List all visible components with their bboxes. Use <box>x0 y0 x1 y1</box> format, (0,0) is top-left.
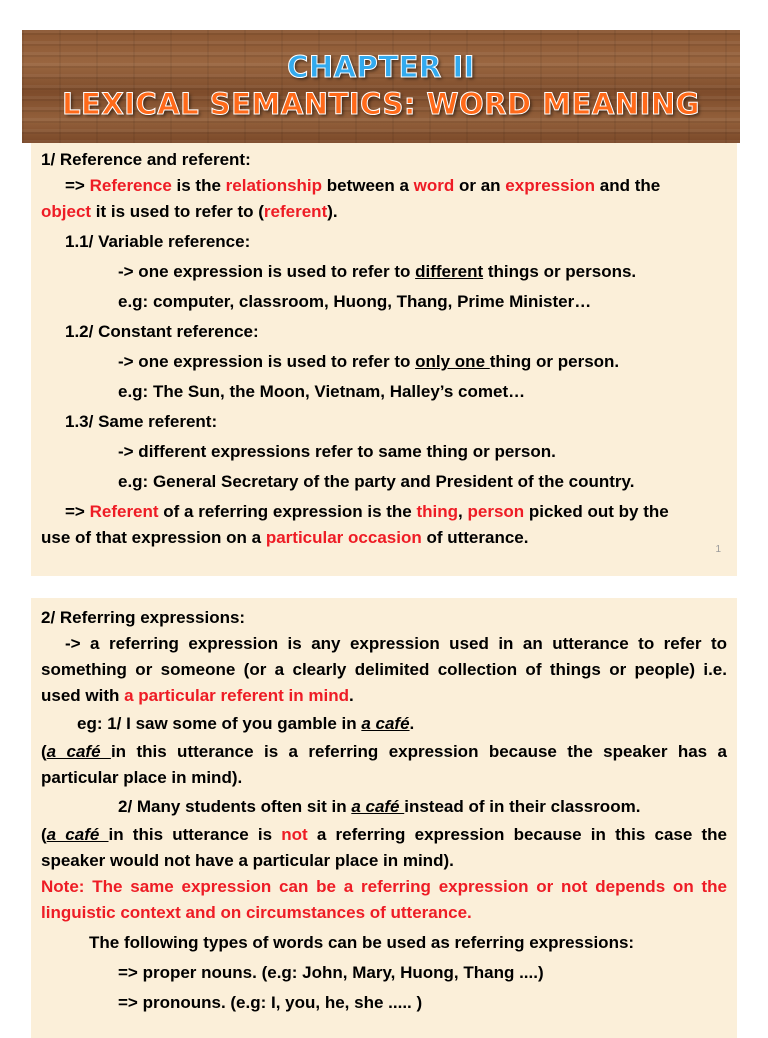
title-banner <box>22 30 740 143</box>
definition-referent-cont: use of that expression on a particular occasion of utterance. <box>41 528 529 547</box>
example-2-explanation: (a café in this utterance is not a referring expression because in this case the speaker would not have a particular place in mind). <box>41 825 727 870</box>
definition-referent: => Referent of a referring expression is the thing, person picked out by the <box>65 502 669 521</box>
chapter-title: CHAPTER II <box>287 50 475 84</box>
subsection-line: -> one expression is used to refer to different things or persons. <box>118 262 637 281</box>
definition-reference: => Reference is the relationship between a word or an expression and the <box>65 176 661 195</box>
subsection-line: -> different expressions refer to same thing or person. <box>118 442 556 461</box>
example-line: e.g: computer, classroom, Huong, Thang, Prime Minister… <box>118 292 592 311</box>
slide-2-body <box>41 605 727 1016</box>
page-number: 1 <box>715 544 721 555</box>
example-1-explanation: (a café in this utterance is a referring expression because the speaker has a particular place in mind). <box>41 742 727 787</box>
subsection-line: -> one expression is used to refer to only one thing or person. <box>118 352 620 371</box>
subsection-heading: 1.2/ Constant reference: <box>65 322 259 341</box>
slide-1-body <box>41 147 727 551</box>
section-heading: 1/ Reference and referent: <box>41 150 251 169</box>
subsection-heading: 1.3/ Same referent: <box>65 412 218 431</box>
type-item: => proper nouns. (e.g: John, Mary, Huong, Thang ....) <box>118 963 544 982</box>
example-1: eg: 1/ I saw some of you gamble in a café. <box>77 714 415 733</box>
chapter-subtitle: LEXICAL SEMANTICS: WORD MEANING <box>62 87 700 121</box>
note: Note: The same expression can be a referring expression or not depends on the linguistic context and on circumstances of utterance. <box>41 877 727 922</box>
type-item: => pronouns. (e.g: I, you, he, she ..... ) <box>118 993 423 1012</box>
slide-1 <box>31 30 737 576</box>
example-2: 2/ Many students often sit in a café instead of in their classroom. <box>118 797 641 816</box>
example-line: e.g: General Secretary of the party and President of the country. <box>118 472 635 491</box>
types-intro: The following types of words can be used as referring expressions: <box>89 933 635 952</box>
subsection-heading: 1.1/ Variable reference: <box>65 232 251 251</box>
definition-reference-cont: object it is used to refer to (referent). <box>41 202 338 221</box>
section-heading: 2/ Referring expressions: <box>41 608 246 627</box>
example-line: e.g: The Sun, the Moon, Vietnam, Halley’s comet… <box>118 382 526 401</box>
slide-2 <box>31 598 737 1038</box>
paragraph-definition: -> a referring expression is any expression used in an utterance to refer to something or someone (or a clearly delimited collection of things or people) i.e. used with a particular referent in mind. <box>41 634 727 705</box>
